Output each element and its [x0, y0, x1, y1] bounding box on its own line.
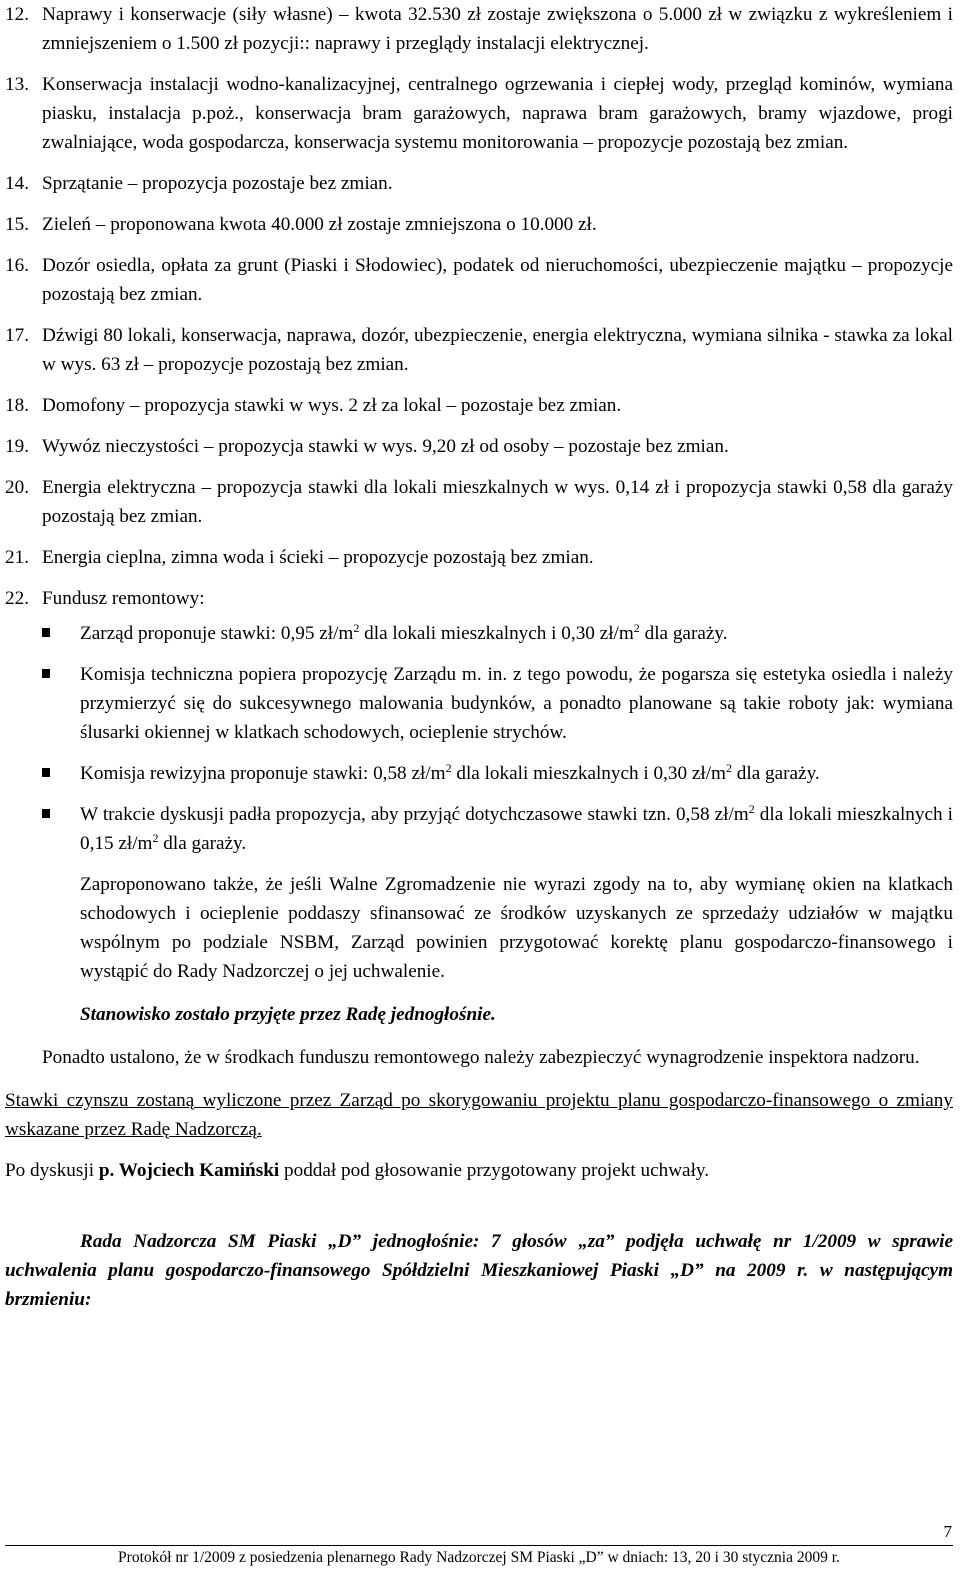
item-text: Fundusz remontowy: — [42, 588, 205, 609]
bullet-text: Komisja techniczna popiera propozycję Zarządu m. in. z tego powodu, że pogarsza się estetyka osiedla i należy przymierzyć się do sukcesywnego malowania budynków, a ponadto planowane są takie roboty jak: wymiana ślusarki okiennej w klatkach schodowych, ocieplenie strychów. — [80, 664, 953, 743]
square-bullet-icon — [5, 619, 80, 648]
item-number: 20. — [5, 477, 29, 498]
proposal-paragraph: Zaproponowano także, że jeśli Walne Zgromadzenie nie wyrazi zgody na to, aby wymianę okien na klatkach schodowych i ocieplenie poddaszy sfinansować ze środków uzyskanych ze sprzedaży udziałów w majątku wspólnym po podziale NSBM, Zarząd powinien przygotować korektę planu gospodarczo-finansowego i wystąpić do Rady Nadzorczej o jej uchwalenie. — [80, 874, 953, 982]
item-text: Dozór osiedla, opłata za grunt (Piaski i Słodowiec), podatek od nieruchomości, ubezpieczenie majątku – propozycje pozostają bez zmian. — [42, 255, 953, 305]
item-text: Dźwigi 80 lokali, konserwacja, naprawa, dozór, ubezpieczenie, energia elektryczna, wymiana silnika - stawka za lokal w wys. 63 zł – propozycje pozostają bez zmian. — [42, 325, 953, 375]
item-text: Zieleń – proponowana kwota 40.000 zł zostaje zmniejszona o 10.000 zł. — [42, 214, 597, 235]
page-footer: Protokół nr 1/2009 z posiedzenia plenarnego Rady Nadzorczej SM Piaski „D” w dniach: 13, 20 i 30 stycznia 2009 r. — [118, 1549, 840, 1566]
item-text: Domofony – propozycja stawki w wys. 2 zł za lokal – pozostaje bez zmian. — [42, 395, 622, 416]
item-number: 17. — [5, 325, 29, 346]
item-number: 12. — [5, 4, 29, 25]
speaker-name: p. Wojciech Kamiński — [98, 1160, 280, 1181]
item-text: Konserwacja instalacji wodno-kanalizacyjnej, centralnego ogrzewania i ciepłej wody, przegląd kominów, wymiana piasku, instalacja p.poż., konserwacja bram garażowych, naprawa bram garażowych, bramy wjazdowe, progi zwalniające, woda gospodarcza, konserwacja systemu monitorowania – propozycje pozostają bez zmian. — [42, 74, 953, 153]
item-text: Energia elektryczna – propozycja stawki dla lokali mieszkalnych w wys. 0,14 zł i propozycja stawki 0,58 dla garaży pozostają bez zmian. — [42, 477, 953, 527]
item-number: 18. — [5, 395, 29, 416]
bullet-item — [5, 660, 953, 747]
list-item — [5, 391, 953, 420]
document-page — [5, 0, 953, 1314]
list-item — [5, 169, 953, 198]
inspector-paragraph: Ponadto ustalono, że w środkach funduszu remontowego należy zabezpieczyć wynagrodzenie inspektora nadzoru. — [42, 1047, 920, 1068]
item-text: Sprzątanie – propozycja pozostaje bez zmian. — [42, 173, 393, 194]
item-number: 22. — [5, 588, 29, 609]
bullet-item — [5, 800, 953, 858]
list-item — [5, 584, 953, 613]
square-bullet-icon — [5, 800, 80, 858]
list-item — [5, 432, 953, 461]
item-number: 16. — [5, 255, 29, 276]
rent-paragraph: Stawki czynszu zostaną wyliczone przez Zarząd po skorygowaniu projektu planu gospodarczo-finansowego o zmiany wskazane przez Radę Nadzorczą. — [5, 1090, 953, 1140]
resolution-paragraph: Rada Nadzorcza SM Piaski „D” jednogłośnie: 7 głosów „za” podjęła uchwałę nr 1/2009 w sprawie uchwalenia planu gospodarczo-finansowego Spółdzielni Mieszkaniowej Piaski „D” na 2009 r. w następującym brzmieniu: — [5, 1231, 953, 1310]
list-item — [5, 251, 953, 309]
position-statement: Stanowisko zostało przyjęte przez Radę jednogłośnie. — [80, 1004, 496, 1025]
item-text: Naprawy i konserwacje (siły własne) – kwota 32.530 zł zostaje zwiększona o 5.000 zł w związku z wykreśleniem i zmniejszeniem o 1.500 zł pozycji:: naprawy i przeglądy instalacji elektrycznej. — [42, 4, 953, 54]
item-number: 14. — [5, 173, 29, 194]
list-item — [5, 473, 953, 531]
item-number: 19. — [5, 436, 29, 457]
list-item — [5, 0, 953, 58]
fund-bullet-list — [5, 619, 953, 858]
item-number: 15. — [5, 214, 29, 235]
item-text: Energia cieplna, zimna woda i ścieki – propozycje pozostają bez zmian. — [42, 547, 594, 568]
page-number: 7 — [943, 1522, 952, 1541]
square-bullet-icon — [5, 660, 80, 747]
bullet-text: Komisja rewizyjna proponuje stawki: 0,58 $zł/m^2$ dla lokali mieszkalnych i 0,30 $zł/m^2$ dla garaży. — [80, 761, 820, 784]
bullet-text: Zarząd proponuje stawki: 0,95 $zł/m^2$ dla lokali mieszkalnych i 0,30 $zł/m^2$ dla garaży. — [80, 621, 728, 644]
item-number: 13. — [5, 74, 29, 95]
item-number: 21. — [5, 547, 29, 568]
item-text: Wywóz nieczystości – propozycja stawki w wys. 9,20 zł od osoby – pozostaje bez zmian. — [42, 436, 729, 457]
square-bullet-icon — [5, 759, 80, 788]
footer-divider — [5, 1545, 953, 1546]
list-item — [5, 210, 953, 239]
list-item — [5, 321, 953, 379]
list-item — [5, 70, 953, 157]
list-item — [5, 543, 953, 572]
bullet-text: W trakcie dyskusji padła propozycja, aby przyjąć dotychczasowe stawki tzn. 0,58 $zł/m^2$ dla lokali mieszkalnych i 0,15 $zł/m^2$ dla garaży. — [80, 802, 953, 854]
bullet-item — [5, 619, 953, 648]
discussion-paragraph: Po dyskusji p. Wojciech Kamiński poddał pod głosowanie przygotowany projekt uchwały. — [5, 1160, 710, 1181]
bullet-item — [5, 759, 953, 788]
